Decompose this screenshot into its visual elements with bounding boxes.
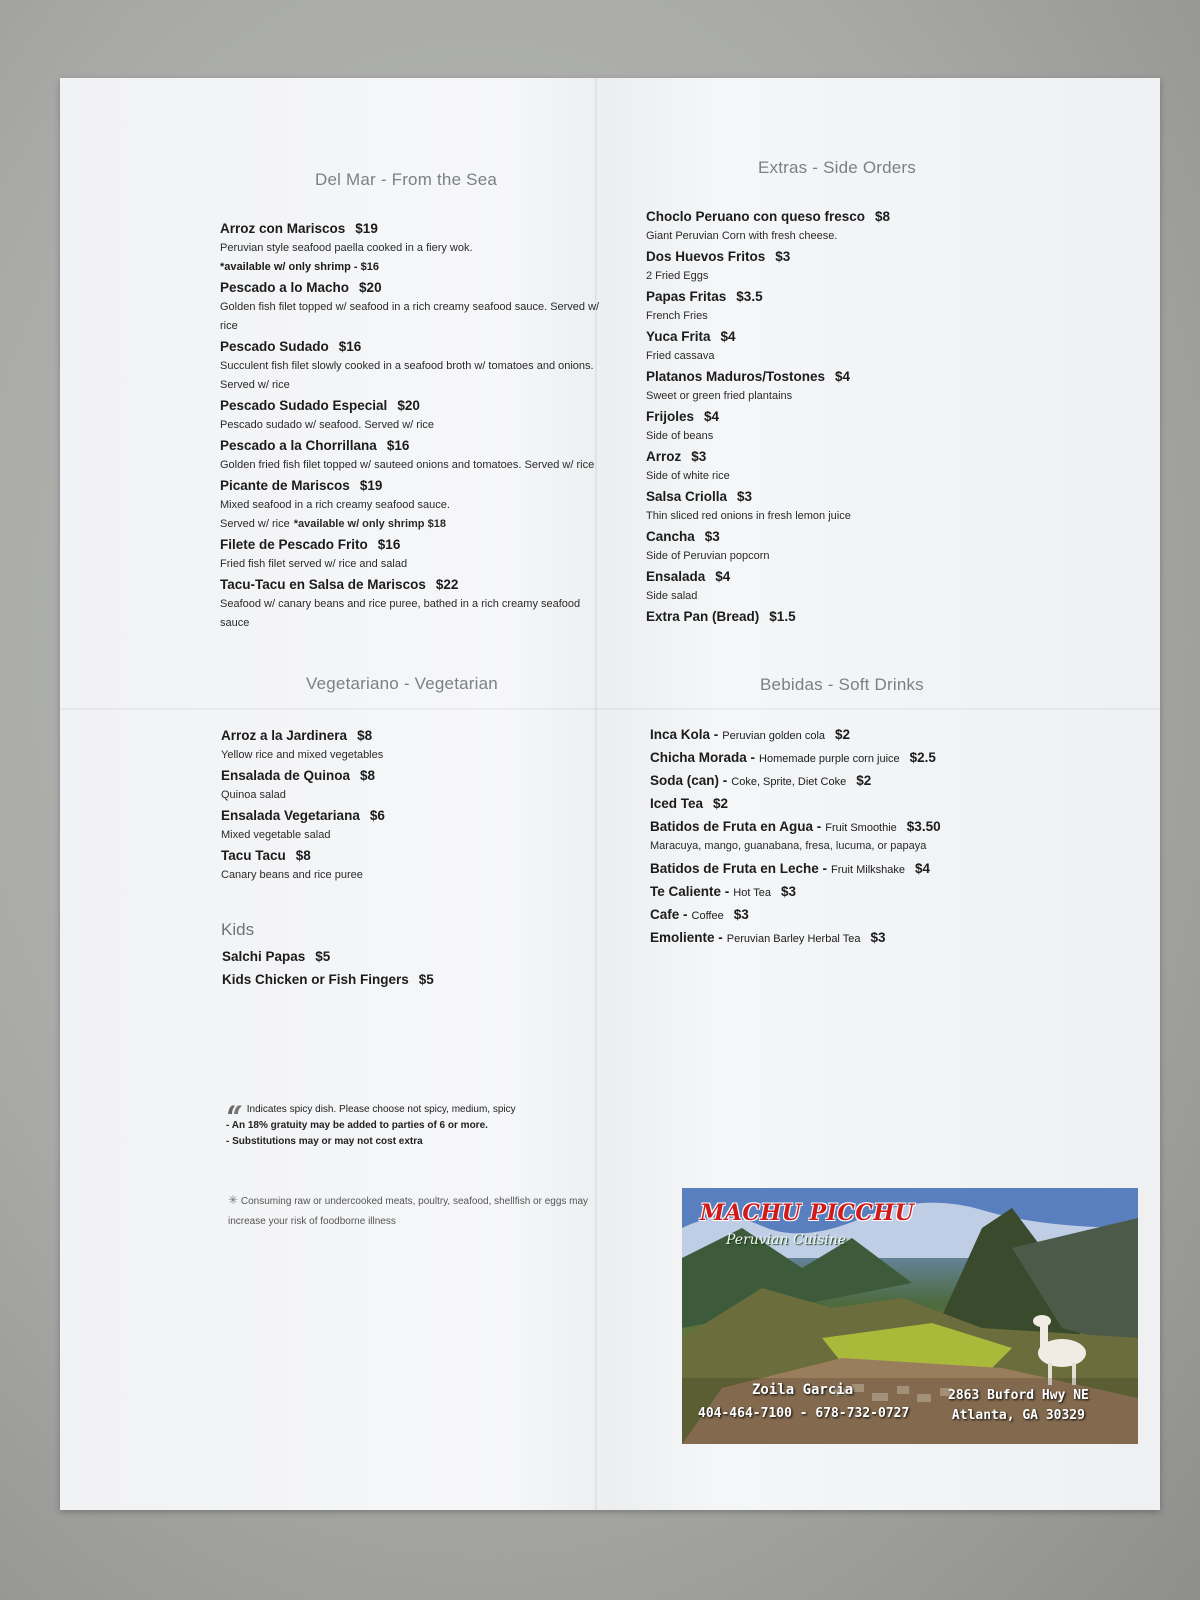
menu-item [221,805,551,845]
menu-item-price: $8 [357,728,373,743]
menu-item-heading [221,765,551,786]
menu-item-name: Emoliente - [650,930,723,945]
menu-item-price: $2.5 [909,750,936,765]
menu-item-heading [646,366,976,387]
menu-item-description: Side of white rice [646,470,730,482]
menu-item-price: $20 [359,280,382,295]
menu-item-name: Platanos Maduros/Tostones [646,369,826,384]
menu-item-name: Picante de Mariscos [220,478,350,493]
menu-item [646,206,976,246]
menu-item-description: Seafood w/ canary beans and rice puree, bathed in a rich creamy seafood sauce [220,598,581,629]
menu-item-description: Mixed vegetable salad [221,829,331,841]
menu-item-name: Arroz [646,449,682,464]
menu-item-heading [650,858,980,879]
menu-item-price: $3 [737,489,753,504]
menu-item [650,927,980,948]
menu-item-name: Te Caliente - [650,884,730,899]
menu-item [646,406,976,446]
gratuity-footnote: - An 18% gratuity may be added to parties of 6 or more. [226,1120,488,1131]
menu-item-name: Batidos de Fruta en Agua - [650,819,822,834]
chili-pepper-icon [226,1102,244,1116]
menu-item [221,765,551,805]
menu-item-description: Quinoa salad [221,789,286,801]
bebidas-list [650,724,980,950]
menu-item-description: Yellow rice and mixed vegetables [221,749,384,761]
menu-item-price: $5 [418,972,434,987]
menu-item-price: $8 [295,848,311,863]
menu-item-price: $4 [915,861,931,876]
business-card [682,1188,1138,1444]
menu-item-heading [220,435,610,456]
menu-item-description: Golden fried fish filet topped w/ sauteed onions and tomatoes. Served w/ rice [220,459,595,471]
menu-item [650,793,980,814]
spicy-footnote-text: Indicates spicy dish. Please choose not spicy, medium, spicy [246,1104,516,1115]
menu-item [220,534,610,574]
menu-item-price: $3.50 [906,819,941,834]
menu-sheet [60,78,1160,1510]
menu-item [646,326,976,366]
menu-item [222,969,552,990]
menu-item-served: Served w/ rice [220,518,290,530]
menu-item-heading [650,927,980,948]
restaurant-logo-name: MACHU PICCHU [700,1200,915,1226]
menu-item-name: Pescado Sudado Especial [220,398,388,413]
menu-item-name: Pescado a lo Macho [220,280,350,295]
menu-item-description: Side of Peruvian popcorn [646,550,770,562]
menu-item-inline-desc: Fruit Smoothie [825,822,897,834]
menu-item-heading [650,770,980,791]
menu-item-price: $16 [386,438,410,453]
menu-item-price: $8 [875,209,891,224]
menu-item-description: Giant Peruvian Corn with fresh cheese. [646,230,838,242]
menu-item-description-extra [220,515,610,534]
menu-item-heading [220,574,610,595]
menu-item-price: $3 [733,907,749,922]
menu-item-note: *available w/ only shrimp - $16 [220,261,379,273]
menu-item-description: Canary beans and rice puree [221,869,363,881]
menu-item-heading [650,816,980,837]
menu-item-name: Soda (can) - [650,773,728,788]
menu-item-heading [646,326,976,347]
menu-item-description: Side of beans [646,430,714,442]
menu-item-name: Cancha [646,529,695,544]
menu-item-heading [646,406,976,427]
menu-item [646,446,976,486]
menu-item-heading [646,486,976,507]
menu-item-heading [646,606,976,627]
menu-item-description: French Fries [646,310,708,322]
menu-item [650,816,980,856]
menu-item-price: $1.5 [769,609,796,624]
menu-item-price: $3 [691,449,707,464]
menu-item [220,395,610,435]
menu-item-name: Tacu-Tacu en Salsa de Mariscos [220,577,426,592]
menu-item-price: $3 [781,884,797,899]
menu-item-price: $19 [359,478,383,493]
menu-item [646,286,976,326]
menu-item-name: Iced Tea [650,796,704,811]
menu-item-name: Arroz con Mariscos [220,221,346,236]
menu-item [646,606,976,627]
menu-item [220,435,610,475]
menu-item-heading [221,805,551,826]
menu-item-price: $4 [715,569,731,584]
menu-item [646,526,976,566]
menu-item-description: Thin sliced red onions in fresh lemon juice [646,510,851,522]
menu-item-heading [650,747,980,768]
kids-list [222,946,552,992]
fold-line-horizontal [60,708,1160,710]
menu-item-price: $3 [704,529,720,544]
menu-item-description: Pescado sudado w/ seafood. Served w/ rice [220,419,435,431]
restaurant-subtitle: Peruvian Cuisine [726,1232,847,1248]
menu-item-description: Fried fish filet served w/ rice and salad [220,558,408,570]
menu-item-price: $3 [775,249,791,264]
section-title-del-mar: Del Mar - From the Sea [315,170,498,189]
menu-item-price: $6 [369,808,385,823]
menu-item-price: $8 [360,768,376,783]
menu-item-name: Chicha Morada - [650,750,756,765]
menu-item-heading [650,724,980,745]
menu-item-heading [646,526,976,547]
menu-item [646,246,976,286]
menu-item [646,566,976,606]
menu-item-heading [650,881,980,902]
address [948,1386,1089,1426]
menu-item-description: 2 Fried Eggs [646,270,709,282]
raw-food-warning-text: Consuming raw or undercooked meats, poultry, seafood, shellfish or eggs may increase your risk of foodborne illness [228,1196,589,1227]
menu-item-inline-desc: Peruvian Barley Herbal Tea [726,933,861,945]
menu-item-name: Ensalada [646,569,706,584]
menu-item-name: Ensalada de Quinoa [221,768,351,783]
menu-item-heading [221,725,551,746]
menu-item-price: $16 [338,339,362,354]
menu-item-heading [646,206,976,227]
menu-item [220,218,610,277]
menu-item [221,725,551,765]
menu-item-heading [220,336,610,357]
menu-item [220,336,610,395]
menu-item-price: $4 [835,369,851,384]
menu-item-description: Mixed seafood in a rich creamy seafood sauce. [220,499,450,511]
menu-item-price: $20 [397,398,420,413]
menu-item-description: Side salad [646,590,698,602]
menu-item-name: Batidos de Fruta en Leche - [650,861,828,876]
menu-item-price: $5 [315,949,331,964]
menu-item [650,904,980,925]
del-mar-list [220,218,610,633]
extras-list [646,206,976,627]
menu-item [650,881,980,902]
menu-item-heading [646,446,976,467]
menu-item-heading [221,845,551,866]
menu-item-name: Filete de Pescado Frito [220,537,368,552]
section-title-bebidas: Bebidas - Soft Drinks [760,675,924,694]
menu-item-heading [220,475,610,496]
menu-item-name: Salsa Criolla [646,489,728,504]
menu-item-name: Frijoles [646,409,695,424]
menu-item-inline-desc: Hot Tea [733,887,771,899]
menu-item-price: $2 [713,796,729,811]
menu-item-name: Extra Pan (Bread) [646,609,760,624]
menu-item-heading [646,566,976,587]
menu-item-heading [220,277,610,298]
menu-item-name: Choclo Peruano con queso fresco [646,209,866,224]
address-line-2: Atlanta, GA 30329 [951,1408,1085,1423]
menu-item [220,475,610,534]
menu-item-inline-desc: Coke, Sprite, Diet Coke [731,776,847,788]
menu-item-note: *available w/ only shrimp $18 [293,518,446,530]
section-title-kids: Kids [221,920,255,939]
vegetariano-list [221,725,551,885]
phone-numbers: 404-464-7100 - 678-732-0727 [698,1406,910,1421]
menu-item-inline-desc: Coffee [691,910,724,922]
menu-item-name: Dos Huevos Fritos [646,249,766,264]
menu-item-heading [650,904,980,925]
menu-item-heading [222,946,552,967]
address-line-1: 2863 Buford Hwy NE [948,1388,1089,1403]
menu-item-price: $2 [835,727,851,742]
menu-item [220,574,610,633]
menu-item-description: Golden fish filet topped w/ seafood in a rich creamy seafood sauce. Served w/ rice [220,301,600,332]
menu-item-inline-desc: Fruit Milkshake [831,864,905,876]
footnotes [226,1102,586,1150]
menu-item-description: Fried cassava [646,350,715,362]
menu-item-heading [222,969,552,990]
menu-item-heading [646,246,976,267]
menu-item-price: $3.5 [736,289,763,304]
menu-item-name: Tacu Tacu [221,848,286,863]
menu-item-price: $4 [704,409,720,424]
menu-item-name: Cafe - [650,907,688,922]
menu-item-name: Ensalada Vegetariana [221,808,360,823]
menu-item-name: Pescado a la Chorrillana [220,438,377,453]
menu-item [650,747,980,768]
menu-item-inline-desc: Homemade purple corn juice [759,753,900,765]
menu-item-flavors: Maracuya, mango, guanabana, fresa, lucuma, or papaya [650,840,927,852]
menu-item-price: $22 [435,577,459,592]
menu-item [650,770,980,791]
menu-item-description: Succulent fish filet slowly cooked in a seafood broth w/ tomatoes and onions. Served w/ rice [220,360,594,391]
menu-item-heading [220,395,610,416]
menu-item-inline-desc: Peruvian golden cola [722,730,826,742]
menu-item-price: $4 [720,329,736,344]
menu-item-price: $19 [355,221,378,236]
menu-item [221,845,551,885]
menu-item-price: $16 [377,537,401,552]
substitution-footnote: - Substitutions may or may not cost extra [226,1136,423,1147]
menu-item-name: Pescado Sudado [220,339,329,354]
menu-item-price: $2 [856,773,872,788]
menu-item-name: Papas Fritas [646,289,727,304]
menu-item [222,946,552,967]
owner-name: Zoila Garcia [752,1382,854,1398]
menu-item-name: Inca Kola - [650,727,719,742]
menu-item-heading [650,793,980,814]
section-title-vegetariano: Vegetariano - Vegetarian [306,674,498,693]
menu-item-heading [220,218,610,239]
menu-item-name: Yuca Frita [646,329,711,344]
section-title-extras: Extras - Side Orders [758,158,916,177]
menu-item-name: Salchi Papas [222,949,306,964]
raw-food-warning [228,1190,623,1232]
menu-item-price: $3 [870,930,886,945]
menu-item-heading [646,286,976,307]
menu-item-description: Sweet or green fried plantains [646,390,793,402]
menu-item-heading [220,534,610,555]
menu-item [650,858,980,879]
menu-item [220,277,610,336]
menu-item [646,366,976,406]
menu-item [650,724,980,745]
asterisk-icon: ✳ [228,1193,239,1207]
menu-item-name: Arroz a la Jardinera [221,728,348,743]
menu-item-name: Kids Chicken or Fish Fingers [222,972,409,987]
menu-item-description: Peruvian style seafood paella cooked in a fiery wok. [220,242,473,254]
spicy-footnote [226,1102,586,1118]
menu-item [646,486,976,526]
